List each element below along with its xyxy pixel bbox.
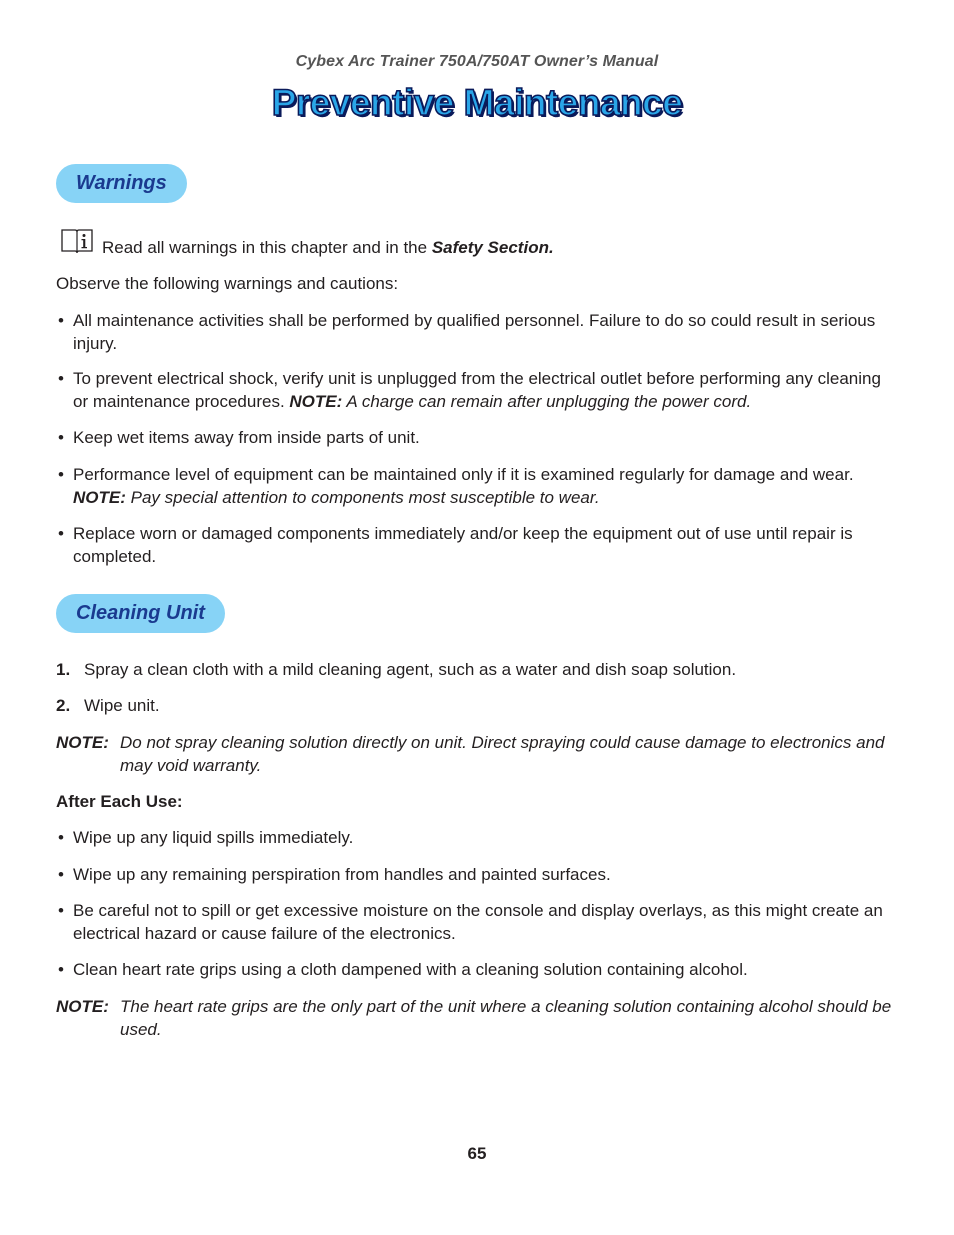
warning-bullet-main: Performance level of equipment can be maintained only if it is examined regularly for damage and wear. [73, 465, 854, 484]
note-text: Do not spray cleaning solution directly on unit. Direct spraying could cause damage to electronics and may void warranty. [120, 733, 885, 775]
warning-bullet-main: To prevent electrical shock, verify unit is unplugged from the electrical outlet before performing any cleaning or maintenance procedures. [73, 369, 881, 411]
step-text: Spray a clean cloth with a mild cleaning agent, such as a water and dish soap solution. [84, 660, 737, 679]
bullet-marker: • [58, 865, 64, 884]
warning-bullet-text: All maintenance activities shall be performed by qualified personnel. Failure to do so could result in serious injury. [73, 311, 876, 353]
warning-bullet [58, 523, 898, 568]
observe-text: Observe the following warnings and cautions: [56, 274, 399, 293]
bullet-marker: • [58, 524, 64, 543]
warning-bullet [58, 464, 898, 509]
page-number: 65 [467, 1144, 487, 1163]
warning-bullet-text: Replace worn or damaged components immediately and/or keep the equipment out of use until repair is completed. [73, 524, 853, 566]
note-text: Pay special attention to components most susceptible to wear. [125, 487, 600, 507]
bullet-marker: • [58, 311, 64, 330]
after-use-bullet [58, 827, 898, 850]
step-number: 2. [56, 696, 71, 715]
warning-bullet [58, 310, 898, 355]
after-use-bullet [58, 864, 898, 887]
cleaning-step [56, 659, 896, 682]
after-use-bullet-text: Wipe up any remaining perspiration from handles and painted surfaces. [73, 865, 611, 884]
note-text: A charge can remain after unplugging the power cord. [342, 391, 752, 411]
note-label: NOTE: [56, 997, 109, 1016]
alcohol-note [56, 996, 896, 1041]
note-text: The heart rate grips are the only part of the unit where a cleaning solution containing alcohol should be used. [120, 997, 892, 1039]
section-heading-warnings [56, 164, 187, 203]
cleaning-step [56, 695, 896, 718]
book-info-icon [60, 228, 94, 254]
read-warnings-text [102, 237, 554, 260]
after-each-use-heading: After Each Use: [56, 792, 183, 811]
after-use-bullet-text: Wipe up any liquid spills immediately. [73, 828, 354, 847]
step-text: Wipe unit. [84, 696, 160, 715]
note-label: NOTE: [56, 733, 109, 752]
after-use-bullet-text: Clean heart rate grips using a cloth dampened with a cleaning solution containing alcohol. [73, 960, 748, 979]
section-heading-cleaning-unit-label: Cleaning Unit [76, 602, 205, 624]
note-label: NOTE: [289, 391, 343, 411]
page-title: Preventive Maintenance [271, 82, 683, 123]
bullet-marker: • [58, 465, 64, 484]
section-heading-cleaning-unit [56, 594, 225, 633]
after-use-bullet [58, 900, 898, 945]
after-use-bullet-text: Be careful not to spill or get excessive moisture on the console and display overlays, as this might create an electrical hazard or cause failure of the electronics. [73, 901, 883, 943]
safety-section-reference: Safety Section. [431, 238, 554, 257]
section-heading-warnings-label: Warnings [76, 172, 167, 194]
bullet-marker: • [58, 828, 64, 847]
manual-header-title: Cybex Arc Trainer 750A/750AT Owner’s Manual [295, 53, 659, 70]
warning-bullet [58, 427, 898, 450]
read-warnings-prefix: Read all warnings in this chapter and in the [102, 238, 432, 257]
bullet-marker: • [58, 369, 64, 388]
warning-bullet-text: Keep wet items away from inside parts of unit. [73, 428, 420, 447]
bullet-marker: • [58, 960, 64, 979]
warning-bullet [58, 368, 898, 413]
warning-bullet-text [73, 368, 898, 413]
step-number: 1. [56, 660, 71, 679]
bullet-marker: • [58, 901, 64, 920]
warning-bullet-text [73, 464, 898, 509]
cleaning-note [56, 732, 896, 777]
note-label: NOTE: [73, 487, 126, 507]
after-use-bullet [58, 959, 898, 982]
bullet-marker: • [58, 428, 64, 447]
